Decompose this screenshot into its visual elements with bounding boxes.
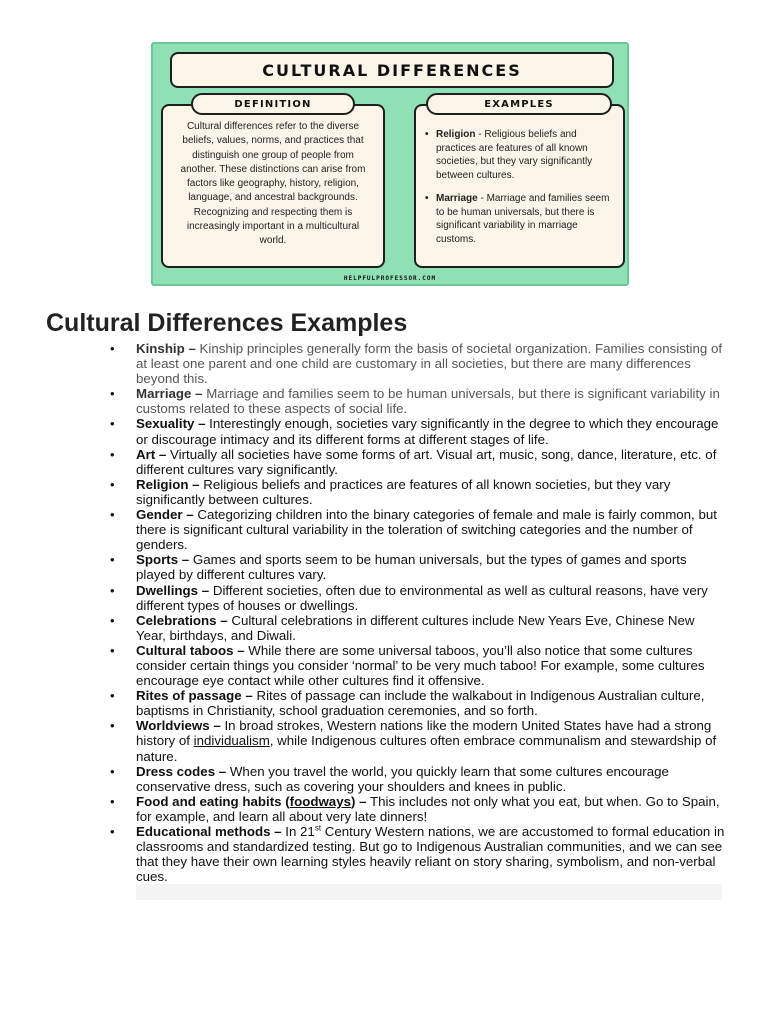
definition-text: Cultural differences refer to the diverse beliefs, values, norms, and practices that distinguish one group of people from another. These distinctions can arise from factors like geography, history, religion, language, and ancestral backgrounds. Recognizing and respecting them is increasingly important in a multicultural world. bbox=[180, 121, 366, 247]
item-term: Sports – bbox=[136, 552, 190, 568]
item-term: Art – bbox=[136, 446, 167, 462]
item-term: Marriage – bbox=[136, 386, 203, 402]
superscript-st: st bbox=[314, 823, 322, 833]
item-description: Kinship principles generally form the basis of societal organization. Families consisting of at least one parent and one child are customary in all societies, but there are many differences beyond this. bbox=[136, 341, 723, 387]
page-footer-band bbox=[136, 884, 722, 900]
individualism-link[interactable]: individualism bbox=[193, 733, 270, 749]
example-term: Religion bbox=[436, 129, 476, 140]
item-text-part: In 21 bbox=[281, 824, 315, 839]
definition-panel bbox=[161, 98, 385, 268]
item-term: Dwellings – bbox=[136, 582, 210, 598]
example-text: Marriage and families seem to be human universals, but there is significant variability in marriage customs. bbox=[436, 193, 610, 245]
example-term: Marriage bbox=[436, 193, 478, 204]
item-term: Celebrations – bbox=[136, 612, 228, 628]
examples-list bbox=[424, 128, 617, 256]
example-item bbox=[424, 192, 617, 246]
list-item bbox=[136, 688, 726, 718]
item-term-part: ) – bbox=[350, 793, 367, 809]
item-term: Religion – bbox=[136, 476, 200, 492]
item-description: This includes not only what you eat, but when. Go to Spain, for example, and learn all about very late dinners! bbox=[136, 793, 720, 824]
item-description: Virtually all societies have some forms of art. Visual art, music, song, dance, literature, etc. of different cultures vary significantly. bbox=[136, 446, 717, 477]
example-separator: - bbox=[475, 129, 485, 140]
list-item bbox=[136, 824, 726, 884]
list-item bbox=[136, 613, 726, 643]
list-item bbox=[136, 416, 726, 446]
item-description: Religious beliefs and practices are features of all known societies, but they vary significantly between cultures. bbox=[136, 476, 671, 507]
page-title: Cultural Differences Examples bbox=[46, 309, 408, 337]
item-description: Games and sports seem to be human universals, but the types of games and sports played by different cultures vary. bbox=[136, 552, 687, 583]
item-description: While there are some universal taboos, you’ll also notice that some cultures consider certain things you consider ‘normal’ to be very much taboo! For example, some cultures encourage eye contact while other cultures find it offensive. bbox=[136, 642, 705, 689]
definition-tab: DEFINITION bbox=[191, 93, 355, 115]
infographic-footer: HELPFULPROFESSOR.COM bbox=[343, 275, 437, 282]
item-term bbox=[136, 794, 367, 809]
item-description: Interestingly enough, societies vary significantly in the degree to which they encourage or discourage intimacy and its different forms at different stages of life. bbox=[136, 416, 719, 447]
item-text-part: Century Western nations, we are accustomed to formal education in classrooms and standardized testing. But go to Indigenous Australian communities, and we can see that they have their own learning styles heavily reliant on story sharing, symbolism, and non-verbal cues. bbox=[136, 824, 725, 885]
list-item bbox=[136, 643, 726, 688]
list-item bbox=[136, 507, 726, 552]
item-term: Gender – bbox=[136, 507, 194, 523]
item-description: When you travel the world, you quickly learn that some cultures encourage conservative dress, such as covering your shoulders and knees in public. bbox=[136, 763, 669, 794]
item-term: Kinship – bbox=[136, 341, 196, 356]
foodways-link[interactable]: foodways bbox=[289, 793, 351, 809]
item-term: Educational methods – bbox=[136, 824, 282, 839]
examples-bullet-list bbox=[136, 341, 726, 884]
example-item bbox=[424, 128, 617, 182]
list-item bbox=[136, 386, 726, 416]
item-term: Dress codes – bbox=[136, 763, 227, 779]
example-text: Religious beliefs and practices are features of all known societies, but they vary significantly between cultures. bbox=[436, 129, 593, 181]
item-description: Rites of passage can include the walkabout in Indigenous Australian culture, baptisms in Christianity, school graduation ceremonies, and so forth. bbox=[136, 688, 705, 719]
item-term: Sexuality – bbox=[136, 416, 206, 432]
list-item bbox=[136, 477, 726, 507]
item-description: Marriage and families seem to be human universals, but there is significant variability in customs related to these aspects of social life. bbox=[136, 386, 720, 417]
item-description: Cultural celebrations in different cultures include New Years Eve, Chinese New Year, birthdays, and Diwali. bbox=[136, 612, 695, 643]
examples-tab: EXAMPLES bbox=[426, 93, 612, 115]
list-item bbox=[136, 447, 726, 477]
list-item bbox=[136, 583, 726, 613]
item-term-part: Food and eating habits ( bbox=[136, 793, 290, 809]
infographic bbox=[151, 42, 629, 286]
examples-panel bbox=[414, 98, 625, 268]
item-term: Cultural taboos – bbox=[136, 642, 245, 658]
list-item bbox=[136, 764, 726, 794]
item-term: Worldviews – bbox=[136, 718, 221, 734]
list-item bbox=[136, 341, 726, 386]
list-item bbox=[136, 718, 726, 763]
item-text-part: In broad strokes, Western nations like the modern United States have had a strong history of bbox=[136, 718, 712, 749]
item-description: Categorizing children into the binary categories of female and male is fairly common, but there is significant cultural variability in the toleration of switching categories and the number of genders. bbox=[136, 507, 717, 553]
list-item bbox=[136, 794, 726, 824]
example-separator: - bbox=[477, 193, 487, 204]
item-text-part: , while Indigenous cultures often embrace communalism and stewardship of nature. bbox=[136, 733, 717, 764]
item-description bbox=[136, 718, 716, 763]
list-item bbox=[136, 552, 726, 582]
item-description: Different societies, often due to environmental as well as cultural reasons, have very different types of houses or dwellings. bbox=[136, 582, 708, 613]
infographic-title: CULTURAL DIFFERENCES bbox=[170, 52, 614, 88]
item-term: Rites of passage – bbox=[136, 688, 253, 704]
